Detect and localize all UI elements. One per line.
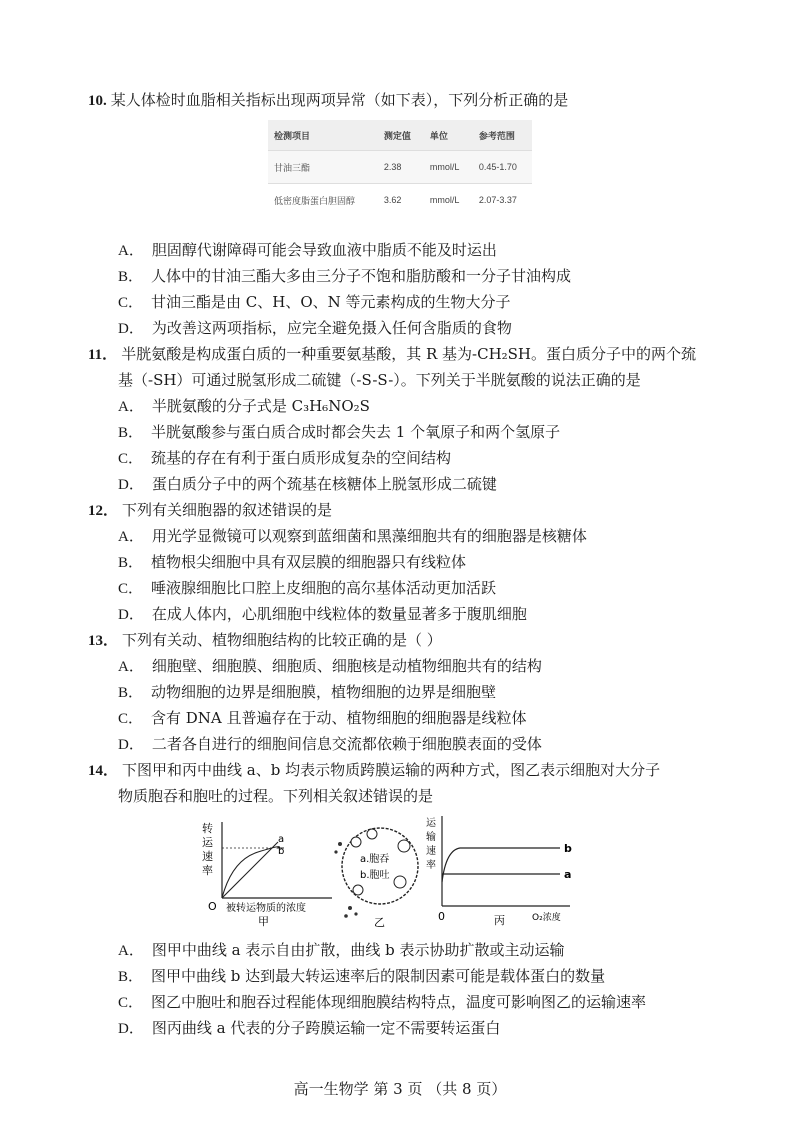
- bing-curve-b-label: b: [564, 842, 572, 855]
- jia-xlabel: 被转运物质的浓度: [226, 903, 306, 914]
- q10-option-d: D． 为改善这两项指标，应完全避免摄入任何含脂质的食物: [118, 319, 512, 337]
- q11-option-c: C． 巯基的存在有利于蛋白质形成复杂的空间结构: [118, 449, 452, 467]
- table-header: 参考范围: [473, 120, 532, 151]
- q11-option-b: B． 半胱氨酸参与蛋白质合成时都会失去 1 个氧原子和两个氢原子: [118, 423, 561, 441]
- table-cell: mmol/L: [424, 184, 473, 217]
- bing-origin: 0: [438, 910, 445, 923]
- page-footer: 高一生物学 第 3 页 （共 8 页）: [293, 1080, 507, 1098]
- table-cell: 低密度脂蛋白胆固醇: [268, 184, 378, 217]
- q10-stem: 10. 某人体检时血脂相关指标出现两项异常（如下表），下列分析正确的是: [88, 91, 569, 109]
- yi-caption: 乙: [374, 916, 385, 929]
- q14-stem: 14． 下图甲和丙中曲线 a、b 均表示物质跨膜运输的两种方式，图乙表示细胞对大分子: [88, 761, 661, 779]
- q12-option-c: C． 唾液腺细胞比口腔上皮细胞的高尔基体活动更加活跃: [118, 579, 497, 597]
- q14-option-d: D． 图丙曲线 a 代表的分子跨膜运输一定不需要转运蛋白: [118, 1019, 501, 1037]
- q11-option-d: D． 蛋白质分子中的两个巯基在核糖体上脱氢形成二硫键: [118, 475, 497, 493]
- table-row: [268, 184, 532, 217]
- yi-vesicle: [394, 876, 406, 888]
- figure-jia: [198, 818, 338, 932]
- jia-curve-a-label: a: [278, 834, 285, 845]
- table-cell: 2.38: [378, 151, 424, 184]
- table-cell: 0.45-1.70: [473, 151, 532, 184]
- figure-yi: [328, 820, 428, 932]
- table-header-row: [268, 120, 532, 151]
- yi-particle: [334, 850, 337, 853]
- blood-lipid-table: [268, 120, 532, 216]
- table-cell: 3.62: [378, 184, 424, 217]
- bing-curve-b: [442, 848, 560, 882]
- q12-option-b: B． 植物根尖细胞中具有双层膜的细胞器只有线粒体: [118, 553, 467, 571]
- q11-stem-cont: 基（-SH）可通过脱氢形成二硫键（-S-S-）。下列关于半胱氨酸的说法正确的是: [118, 371, 641, 389]
- q12-option-a: A． 用光学显微镜可以观察到蓝细菌和黑藻细胞共有的细胞器是核糖体: [118, 527, 587, 545]
- bing-ylabel-char: 率: [426, 860, 436, 871]
- yi-particle: [338, 842, 342, 846]
- jia-ylabel-char: 率: [202, 864, 213, 877]
- yi-particle: [344, 914, 348, 918]
- figure-bing: [420, 812, 580, 932]
- table-row: [268, 151, 532, 184]
- jia-ylabel-char: 运: [202, 836, 213, 849]
- yi-label-exocytosis: b.胞吐: [360, 870, 390, 881]
- jia-ylabel-char: 速: [202, 850, 213, 863]
- table-header: 测定值: [378, 120, 424, 151]
- yi-vesicle: [367, 829, 377, 839]
- yi-vesicle: [351, 837, 361, 847]
- q10-option-a: A． 胆固醇代谢障碍可能会导致血液中脂质不能及时运出: [118, 241, 497, 259]
- q12-stem: 12． 下列有关细胞器的叙述错误的是: [88, 501, 333, 519]
- q13-option-b: B． 动物细胞的边界是细胞膜，植物细胞的边界是细胞壁: [118, 683, 497, 701]
- yi-particle: [348, 906, 352, 910]
- q13-option-c: C． 含有 DNA 且普遍存在于动、植物细胞的细胞器是线粒体: [118, 709, 527, 727]
- table-cell: 2.07-3.37: [473, 184, 532, 217]
- bing-xlabel: O₂浓度: [532, 913, 561, 923]
- table-cell: 甘油三酯: [268, 151, 378, 184]
- q13-stem: 13． 下列有关动、植物细胞结构的比较正确的是（ ）: [88, 631, 442, 649]
- q10-option-c: C． 甘油三酯是由 C、H、O、N 等元素构成的生物大分子: [118, 293, 511, 311]
- q14-option-b: B． 图甲中曲线 b 达到最大转运速率后的限制因素可能是载体蛋白的数量: [118, 967, 606, 985]
- yi-label-endocytosis: a.胞吞: [360, 854, 390, 865]
- bing-ylabel-char: 速: [426, 846, 436, 857]
- bing-ylabel-char: 输: [426, 832, 436, 843]
- bing-ylabel-char: 运: [426, 818, 436, 829]
- table-header: 检测项目: [268, 120, 378, 151]
- q10-option-b: B． 人体中的甘油三酯大多由三分子不饱和脂肪酸和一分子甘油构成: [118, 267, 572, 285]
- bing-curve-a-label: a: [564, 868, 572, 881]
- yi-vesicle: [353, 885, 363, 895]
- table-header: 单位: [424, 120, 473, 151]
- q11-option-a: A． 半胱氨酸的分子式是 C₃H₆NO₂S: [118, 397, 370, 415]
- jia-origin: O: [208, 900, 217, 913]
- q11-stem: 11． 半胱氨酸是构成蛋白质的一种重要氨基酸，其 R 基为-CH₂SH。蛋白质分子中的两个巯: [88, 345, 697, 363]
- q14-option-a: A． 图甲中曲线 a 表示自由扩散，曲线 b 表示协助扩散或主动运输: [118, 941, 565, 959]
- table-cell: mmol/L: [424, 151, 473, 184]
- jia-curve-a: [222, 842, 278, 898]
- q13-option-a: A． 细胞壁、细胞膜、细胞质、细胞核是动植物细胞共有的结构: [118, 657, 542, 675]
- jia-curve-b: [222, 847, 284, 898]
- jia-curve-b-label: b: [278, 846, 285, 857]
- yi-vesicle: [398, 840, 410, 852]
- q13-option-d: D． 二者各自进行的细胞间信息交流都依赖于细胞膜表面的受体: [118, 735, 542, 753]
- yi-particle: [354, 912, 357, 915]
- jia-caption: 甲: [258, 915, 269, 928]
- jia-ylabel-char: 转: [202, 822, 213, 835]
- q14-stem-cont: 物质胞吞和胞吐的过程。下列相关叙述错误的是: [118, 787, 434, 805]
- q12-option-d: D． 在成人体内，心肌细胞中线粒体的数量显著多于腹肌细胞: [118, 605, 527, 623]
- q14-option-c: C． 图乙中胞吐和胞吞过程能体现细胞膜结构特点，温度可影响图乙的运输速率: [118, 993, 647, 1011]
- bing-caption: 丙: [494, 914, 505, 927]
